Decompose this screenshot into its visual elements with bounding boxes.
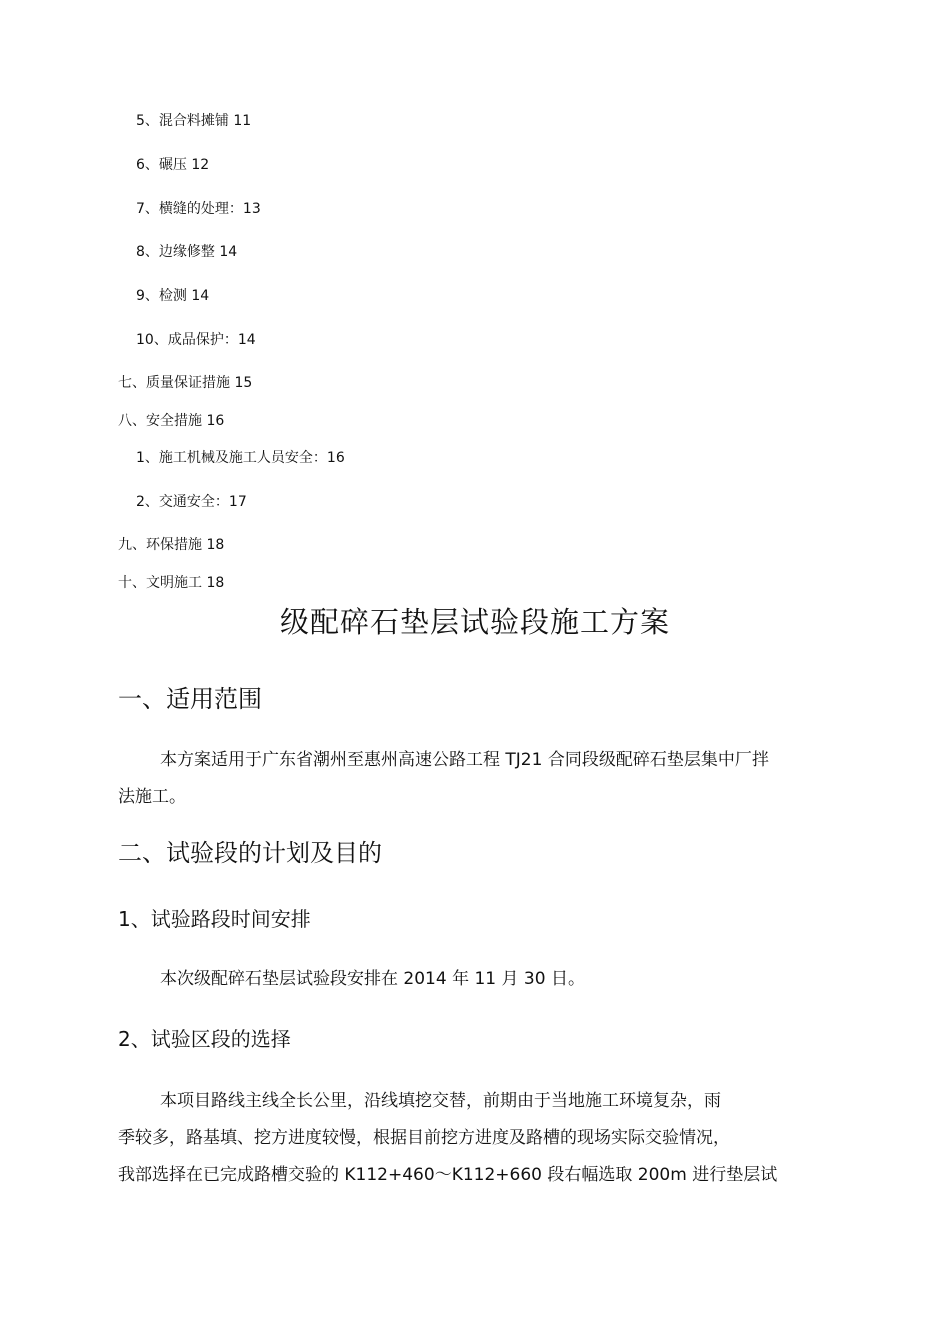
toc-item[interactable]: 1、施工机械及施工人员安全：16 [136, 450, 345, 466]
toc-item[interactable]: 10、成品保护：14 [136, 332, 256, 348]
toc-item[interactable]: 8、边缘修整 14 [136, 244, 238, 260]
toc-item[interactable]: 十、文明施工 18 [118, 575, 225, 591]
toc-item[interactable]: 6、碾压 12 [136, 157, 210, 173]
paragraph-line: 本次级配碎石垫层试验段安排在 2014 年 11 月 30 日。 [160, 969, 585, 989]
paragraph-line: 本方案适用于广东省潮州至惠州高速公路工程 TJ21 合同段级配碎石垫层集中厂拌 [160, 750, 769, 770]
paragraph-line: 我部选择在已完成路槽交验的 K112+460～K112+660 段右幅选取 200m 进行垫层试 [118, 1165, 778, 1185]
section-heading: 一、适用范围 [118, 685, 262, 713]
toc-item[interactable]: 9、检测 14 [136, 288, 210, 304]
subsection-heading: 2、试验区段的选择 [118, 1027, 291, 1051]
toc-item[interactable]: 七、质量保证措施 15 [118, 375, 253, 391]
subsection-heading: 1、试验路段时间安排 [118, 907, 311, 931]
paragraph-line: 本项目路线主线全长公里，沿线填挖交替，前期由于当地施工环境复杂，雨 [160, 1091, 721, 1111]
paragraph-line: 法施工。 [118, 787, 186, 807]
paragraph-line: 季较多，路基填、挖方进度较慢，根据目前挖方进度及路槽的现场实际交验情况， [118, 1128, 730, 1148]
toc-item[interactable]: 2、交通安全：17 [136, 494, 247, 510]
document-title: 级配碎石垫层试验段施工方案 [279, 605, 670, 639]
toc-item[interactable]: 7、横缝的处理：13 [136, 201, 261, 217]
toc-item[interactable]: 八、安全措施 16 [118, 413, 225, 429]
toc-item[interactable]: 5、混合料摊铺 11 [136, 113, 252, 129]
toc-item[interactable]: 九、环保措施 18 [118, 537, 225, 553]
section-heading: 二、试验段的计划及目的 [118, 839, 382, 867]
